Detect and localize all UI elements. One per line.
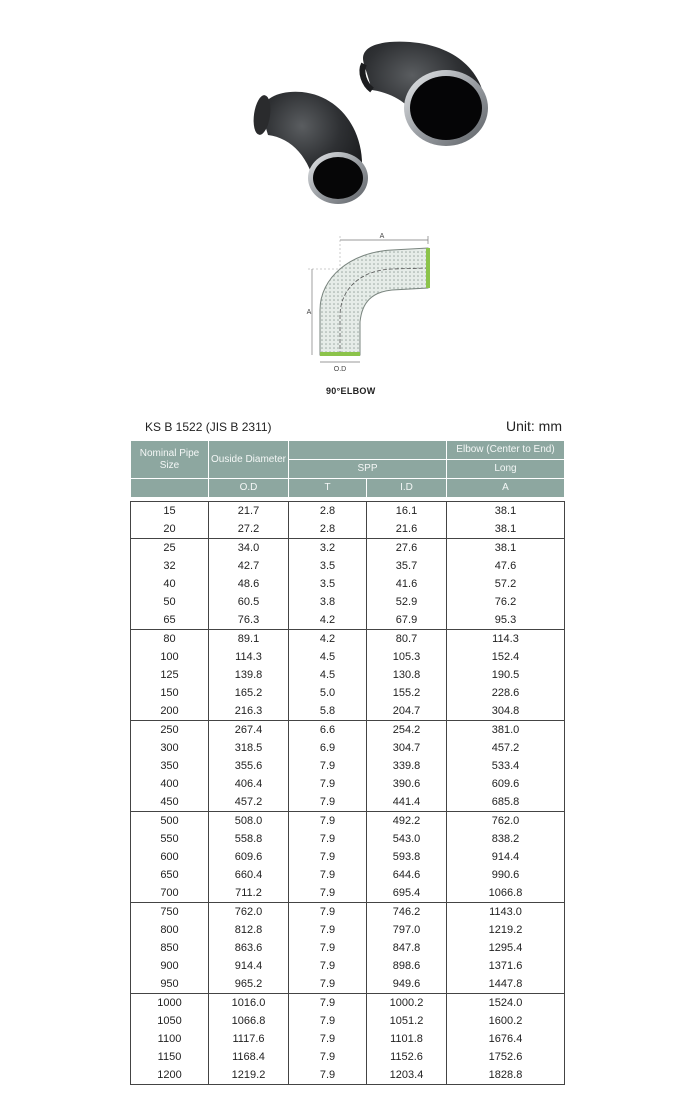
header-t: T [289, 479, 367, 498]
table-row [131, 1066, 565, 1085]
inside-diameter-cell: 155.2 [367, 684, 447, 702]
dimension-a-top: A [379, 233, 385, 240]
outside-diameter-cell: 457.2 [209, 793, 289, 812]
table-row [131, 1030, 565, 1048]
inside-diameter-cell: 130.8 [367, 666, 447, 684]
outside-diameter-cell: 609.6 [209, 848, 289, 866]
wall-thickness-cell: 7.9 [289, 775, 367, 793]
wall-thickness-cell: 3.8 [289, 593, 367, 611]
header-nominal-pipe-size: Nominal Pipe Size [131, 441, 209, 479]
outside-diameter-cell: 1219.2 [209, 1066, 289, 1085]
nominal-size-cell: 900 [131, 957, 209, 975]
inside-diameter-cell: 593.8 [367, 848, 447, 866]
table-row [131, 975, 565, 994]
wall-thickness-cell: 7.9 [289, 830, 367, 848]
nominal-size-cell: 25 [131, 539, 209, 558]
table-row [131, 1048, 565, 1066]
dimension-od: O.D [333, 366, 347, 373]
table-row [131, 757, 565, 775]
center-to-end-cell: 1828.8 [447, 1066, 565, 1085]
inside-diameter-cell: 543.0 [367, 830, 447, 848]
wall-thickness-cell: 4.5 [289, 666, 367, 684]
center-to-end-cell: 114.3 [447, 630, 565, 649]
outside-diameter-cell: 21.7 [209, 502, 289, 521]
outside-diameter-cell: 267.4 [209, 721, 289, 740]
nominal-size-cell: 32 [131, 557, 209, 575]
wall-thickness-cell: 6.6 [289, 721, 367, 740]
nominal-size-cell: 15 [131, 502, 209, 521]
table-row [131, 812, 565, 831]
table-row [131, 866, 565, 884]
inside-diameter-cell: 898.6 [367, 957, 447, 975]
outside-diameter-cell: 812.8 [209, 921, 289, 939]
diagram-caption: 90°ELBOW [326, 386, 376, 396]
table-row [131, 702, 565, 721]
wall-thickness-cell: 6.9 [289, 739, 367, 757]
outside-diameter-cell: 27.2 [209, 520, 289, 539]
nominal-size-cell: 20 [131, 520, 209, 539]
wall-thickness-cell: 7.9 [289, 994, 367, 1013]
header-nominal-blank [131, 479, 209, 498]
wall-thickness-cell: 7.9 [289, 793, 367, 812]
nominal-size-cell: 500 [131, 812, 209, 831]
center-to-end-cell: 38.1 [447, 520, 565, 539]
center-to-end-cell: 95.3 [447, 611, 565, 630]
table-row [131, 1012, 565, 1030]
center-to-end-cell: 1219.2 [447, 921, 565, 939]
outside-diameter-cell: 48.6 [209, 575, 289, 593]
table-header [131, 441, 565, 502]
center-to-end-cell: 533.4 [447, 757, 565, 775]
inside-diameter-cell: 390.6 [367, 775, 447, 793]
center-to-end-cell: 1295.4 [447, 939, 565, 957]
header-elbow: Elbow (Center to End) [447, 441, 565, 460]
center-to-end-cell: 381.0 [447, 721, 565, 740]
nominal-size-cell: 1050 [131, 1012, 209, 1030]
nominal-size-cell: 650 [131, 866, 209, 884]
inside-diameter-cell: 41.6 [367, 575, 447, 593]
table-row [131, 666, 565, 684]
table-row [131, 921, 565, 939]
outside-diameter-cell: 60.5 [209, 593, 289, 611]
outside-diameter-cell: 76.3 [209, 611, 289, 630]
elbow-dimension-diagram [300, 230, 450, 410]
elbow-dimension-table [130, 440, 564, 1085]
wall-thickness-cell: 7.9 [289, 1030, 367, 1048]
table-row [131, 520, 565, 539]
table-row [131, 648, 565, 666]
outside-diameter-cell: 660.4 [209, 866, 289, 884]
nominal-size-cell: 1150 [131, 1048, 209, 1066]
inside-diameter-cell: 67.9 [367, 611, 447, 630]
outside-diameter-cell: 711.2 [209, 884, 289, 903]
wall-thickness-cell: 3.5 [289, 557, 367, 575]
table-row [131, 994, 565, 1013]
center-to-end-cell: 228.6 [447, 684, 565, 702]
table-row [131, 630, 565, 649]
outside-diameter-cell: 89.1 [209, 630, 289, 649]
center-to-end-cell: 1676.4 [447, 1030, 565, 1048]
inside-diameter-cell: 492.2 [367, 812, 447, 831]
wall-thickness-cell: 4.2 [289, 611, 367, 630]
inside-diameter-cell: 339.8 [367, 757, 447, 775]
inside-diameter-cell: 847.8 [367, 939, 447, 957]
wall-thickness-cell: 7.9 [289, 848, 367, 866]
nominal-size-cell: 450 [131, 793, 209, 812]
center-to-end-cell: 1600.2 [447, 1012, 565, 1030]
table-row [131, 830, 565, 848]
outside-diameter-cell: 34.0 [209, 539, 289, 558]
nominal-size-cell: 950 [131, 975, 209, 994]
outside-diameter-cell: 762.0 [209, 903, 289, 922]
outside-diameter-cell: 508.0 [209, 812, 289, 831]
nominal-size-cell: 40 [131, 575, 209, 593]
inside-diameter-cell: 1203.4 [367, 1066, 447, 1085]
center-to-end-cell: 38.1 [447, 502, 565, 521]
center-to-end-cell: 1066.8 [447, 884, 565, 903]
nominal-size-cell: 150 [131, 684, 209, 702]
outside-diameter-cell: 139.8 [209, 666, 289, 684]
table-row [131, 884, 565, 903]
outside-diameter-cell: 406.4 [209, 775, 289, 793]
table-row [131, 957, 565, 975]
header-od: O.D [209, 479, 289, 498]
small-elbow [251, 92, 368, 204]
inside-diameter-cell: 746.2 [367, 903, 447, 922]
inside-diameter-cell: 441.4 [367, 793, 447, 812]
inside-diameter-cell: 105.3 [367, 648, 447, 666]
wall-thickness-cell: 7.9 [289, 757, 367, 775]
table-row [131, 575, 565, 593]
nominal-size-cell: 750 [131, 903, 209, 922]
header-id: I.D [367, 479, 447, 498]
wall-thickness-cell: 2.8 [289, 520, 367, 539]
center-to-end-cell: 762.0 [447, 812, 565, 831]
inside-diameter-cell: 52.9 [367, 593, 447, 611]
center-to-end-cell: 304.8 [447, 702, 565, 721]
table-row [131, 593, 565, 611]
inside-diameter-cell: 27.6 [367, 539, 447, 558]
unit-label: Unit: mm [506, 418, 562, 434]
nominal-size-cell: 550 [131, 830, 209, 848]
header-long: Long [447, 460, 565, 479]
wall-thickness-cell: 7.9 [289, 939, 367, 957]
nominal-size-cell: 300 [131, 739, 209, 757]
center-to-end-cell: 914.4 [447, 848, 565, 866]
inside-diameter-cell: 949.6 [367, 975, 447, 994]
nominal-size-cell: 65 [131, 611, 209, 630]
table-row [131, 903, 565, 922]
inside-diameter-cell: 80.7 [367, 630, 447, 649]
wall-thickness-cell: 2.8 [289, 502, 367, 521]
header-a: A [447, 479, 565, 498]
inside-diameter-cell: 16.1 [367, 502, 447, 521]
nominal-size-cell: 1200 [131, 1066, 209, 1085]
inside-diameter-cell: 644.6 [367, 866, 447, 884]
nominal-size-cell: 250 [131, 721, 209, 740]
center-to-end-cell: 1371.6 [447, 957, 565, 975]
outside-diameter-cell: 355.6 [209, 757, 289, 775]
center-to-end-cell: 57.2 [447, 575, 565, 593]
nominal-size-cell: 100 [131, 648, 209, 666]
nominal-size-cell: 125 [131, 666, 209, 684]
inside-diameter-cell: 1152.6 [367, 1048, 447, 1066]
outside-diameter-cell: 216.3 [209, 702, 289, 721]
large-elbow [362, 42, 488, 146]
table-row [131, 721, 565, 740]
center-to-end-cell: 152.4 [447, 648, 565, 666]
nominal-size-cell: 1000 [131, 994, 209, 1013]
wall-thickness-cell: 7.9 [289, 1066, 367, 1085]
outside-diameter-cell: 165.2 [209, 684, 289, 702]
wall-thickness-cell: 7.9 [289, 1012, 367, 1030]
wall-thickness-cell: 7.9 [289, 957, 367, 975]
nominal-size-cell: 200 [131, 702, 209, 721]
wall-thickness-cell: 7.9 [289, 1048, 367, 1066]
nominal-size-cell: 400 [131, 775, 209, 793]
header-blank [289, 441, 447, 460]
wall-thickness-cell: 4.5 [289, 648, 367, 666]
nominal-size-cell: 350 [131, 757, 209, 775]
wall-thickness-cell: 7.9 [289, 975, 367, 994]
center-to-end-cell: 457.2 [447, 739, 565, 757]
outside-diameter-cell: 114.3 [209, 648, 289, 666]
wall-thickness-cell: 5.8 [289, 702, 367, 721]
outside-diameter-cell: 1168.4 [209, 1048, 289, 1066]
inside-diameter-cell: 797.0 [367, 921, 447, 939]
nominal-size-cell: 800 [131, 921, 209, 939]
outside-diameter-cell: 318.5 [209, 739, 289, 757]
center-to-end-cell: 38.1 [447, 539, 565, 558]
header-outside-diameter: Ouside Diameter [209, 441, 289, 479]
center-to-end-cell: 1447.8 [447, 975, 565, 994]
center-to-end-cell: 838.2 [447, 830, 565, 848]
outside-diameter-cell: 914.4 [209, 957, 289, 975]
outside-diameter-cell: 1117.6 [209, 1030, 289, 1048]
nominal-size-cell: 600 [131, 848, 209, 866]
inside-diameter-cell: 1101.8 [367, 1030, 447, 1048]
wall-thickness-cell: 7.9 [289, 921, 367, 939]
inside-diameter-cell: 695.4 [367, 884, 447, 903]
center-to-end-cell: 685.8 [447, 793, 565, 812]
wall-thickness-cell: 7.9 [289, 812, 367, 831]
wall-thickness-cell: 7.9 [289, 903, 367, 922]
table-row [131, 557, 565, 575]
wall-thickness-cell: 3.5 [289, 575, 367, 593]
inside-diameter-cell: 254.2 [367, 721, 447, 740]
wall-thickness-cell: 4.2 [289, 630, 367, 649]
dimension-a-side: A [306, 309, 312, 316]
outside-diameter-cell: 863.6 [209, 939, 289, 957]
outside-diameter-cell: 1066.8 [209, 1012, 289, 1030]
center-to-end-cell: 1524.0 [447, 994, 565, 1013]
inside-diameter-cell: 35.7 [367, 557, 447, 575]
outside-diameter-cell: 558.8 [209, 830, 289, 848]
center-to-end-cell: 609.6 [447, 775, 565, 793]
center-to-end-cell: 76.2 [447, 593, 565, 611]
center-to-end-cell: 190.5 [447, 666, 565, 684]
table-row [131, 684, 565, 702]
table-row [131, 739, 565, 757]
nominal-size-cell: 50 [131, 593, 209, 611]
nominal-size-cell: 1100 [131, 1030, 209, 1048]
header-spp: SPP [289, 460, 447, 479]
nominal-size-cell: 700 [131, 884, 209, 903]
wall-thickness-cell: 5.0 [289, 684, 367, 702]
center-to-end-cell: 990.6 [447, 866, 565, 884]
table-body [131, 502, 565, 1085]
table-row [131, 502, 565, 521]
standard-title: KS B 1522 (JIS B 2311) [145, 420, 272, 434]
nominal-size-cell: 850 [131, 939, 209, 957]
nominal-size-cell: 80 [131, 630, 209, 649]
table-row [131, 793, 565, 812]
table-row [131, 775, 565, 793]
inside-diameter-cell: 304.7 [367, 739, 447, 757]
outside-diameter-cell: 965.2 [209, 975, 289, 994]
outside-diameter-cell: 42.7 [209, 557, 289, 575]
table-row [131, 939, 565, 957]
elbow-product-photo [240, 20, 500, 220]
inside-diameter-cell: 21.6 [367, 520, 447, 539]
inside-diameter-cell: 204.7 [367, 702, 447, 721]
table-row [131, 611, 565, 630]
wall-thickness-cell: 3.2 [289, 539, 367, 558]
inside-diameter-cell: 1000.2 [367, 994, 447, 1013]
wall-thickness-cell: 7.9 [289, 866, 367, 884]
wall-thickness-cell: 7.9 [289, 884, 367, 903]
center-to-end-cell: 1752.6 [447, 1048, 565, 1066]
inside-diameter-cell: 1051.2 [367, 1012, 447, 1030]
center-to-end-cell: 1143.0 [447, 903, 565, 922]
outside-diameter-cell: 1016.0 [209, 994, 289, 1013]
table-row [131, 848, 565, 866]
table-row [131, 539, 565, 558]
center-to-end-cell: 47.6 [447, 557, 565, 575]
